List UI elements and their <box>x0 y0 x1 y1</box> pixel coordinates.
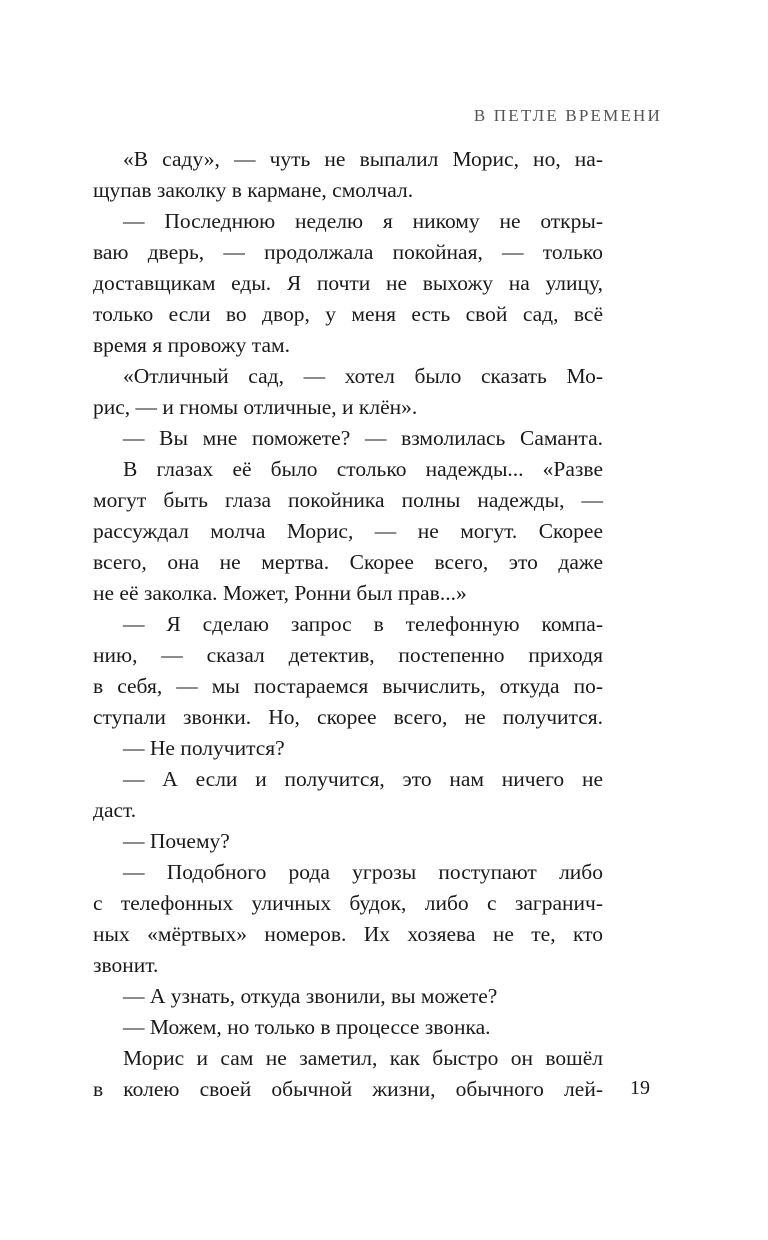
text-line: — Вы мне поможете? — взмолилась Саманта. <box>123 426 603 450</box>
text-line: ных «мёртвых» номеров. Их хозяева не те, кто <box>93 922 603 946</box>
text-line: даст. <box>93 798 137 822</box>
text-line: рис, — и гномы отличные, и клён». <box>93 395 418 419</box>
text-line: ступали звонки. Но, скорее всего, не получится. <box>93 705 603 729</box>
text-line: доставщикам еды. Я почти не выхожу на улицу, <box>93 271 603 295</box>
text-line: с телефонных уличных будок, либо с загранич- <box>93 891 603 915</box>
text-line: — Я сделаю запрос в телефонную компа- <box>123 612 603 636</box>
text-line: — Можем, но только в процессе звонка. <box>123 1015 491 1039</box>
text-line: в себя, — мы постараемся вычислить, откуда по- <box>93 674 603 698</box>
text-line: время я провожу там. <box>93 333 290 357</box>
text-line: — Последнюю неделю я никому не откры- <box>123 209 603 233</box>
text-line: щупав заколку в кармане, смолчал. <box>93 178 414 202</box>
text-line: — Не получится? <box>123 736 285 760</box>
page-number: 19 <box>630 1077 650 1099</box>
text-line: не её заколка. Может, Ронни был прав...» <box>93 581 467 605</box>
text-line: Морис и сам не заметил, как быстро он вошёл <box>123 1046 603 1070</box>
text-line: «В саду», — чуть не выпалил Морис, но, на- <box>123 147 603 171</box>
text-line: «Отличный сад, — хотел было сказать Мо- <box>123 364 603 388</box>
text-line: звонит. <box>93 953 159 977</box>
text-line: всего, она не мертва. Скорее всего, это даже <box>93 550 603 574</box>
text-line: — А узнать, откуда звонили, вы можете? <box>123 984 498 1008</box>
text-line: В глазах её было столько надежды... «Разве <box>123 457 603 481</box>
text-line: могут быть глаза покойника полны надежды, — <box>93 488 603 512</box>
text-line: нию, — сказал детектив, постепенно приходя <box>93 643 603 667</box>
page-body <box>93 144 603 1105</box>
text-line: — А если и получится, это нам ничего не <box>123 767 603 791</box>
text-line: — Подобного рода угрозы поступают либо <box>123 860 603 884</box>
text-line: в колею своей обычной жизни, обычного лей- <box>93 1077 603 1101</box>
text-line: — Почему? <box>123 829 230 853</box>
text-line: рассуждал молча Морис, — не могут. Скорее <box>93 519 603 543</box>
running-head: В ПЕТЛЕ ВРЕМЕНИ <box>473 106 662 125</box>
text-line: только если во двор, у меня есть свой сад, всё <box>93 302 603 326</box>
text-line: ваю дверь, — продолжала покойная, — только <box>93 240 603 264</box>
